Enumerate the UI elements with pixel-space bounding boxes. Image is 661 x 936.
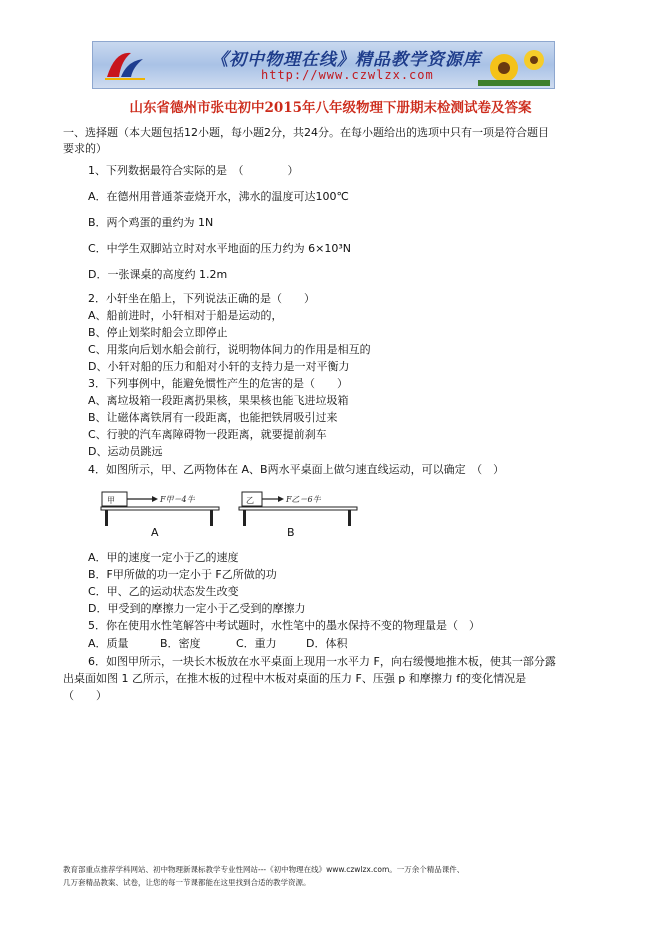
q3-option-c: C、行驶的汽车离障碍物一段距离，就要提前刹车 — [88, 428, 327, 441]
q6-line3: （ ） — [63, 689, 107, 702]
q4-figure-a — [100, 486, 222, 528]
sunflower-icon — [478, 46, 550, 86]
q4-fig-a-force-label: F甲＝4牛 — [160, 495, 195, 504]
q4-fig-a-block-label: 甲 — [107, 496, 115, 505]
banner-url[interactable]: http://www.czwlzx.com — [261, 68, 434, 82]
q5-option-b: B．密度 — [160, 637, 201, 650]
q5-stem: 5．你在使用水性笔解答中考试题时，水性笔中的墨水保持不变的物理量是（ ） — [88, 619, 480, 632]
header-banner — [92, 41, 555, 89]
q4-option-d: D．甲受到的摩擦力一定小于乙受到的摩擦力 — [88, 602, 306, 615]
q5-option-c: C．重力 — [236, 637, 277, 650]
footer-line1: 教育部重点推荐学科网站、初中物理新课标教学专业性网站---《初中物理在线》www.czwlzx.com。一万余个精品课件、 — [63, 865, 465, 874]
q1-option-c: C．中学生双脚站立时对水平地面的压力约为 6×10³N — [88, 242, 352, 255]
q3-option-d: D、运动员跳远 — [88, 445, 163, 458]
q4-option-c: C．甲、乙的运动状态发生改变 — [88, 585, 239, 598]
q3-option-b: B、让磁体离铁屑有一段距离，也能把铁屑吸引过来 — [88, 411, 338, 424]
section-heading-line1: 一、选择题（本大题包括12小题，每小题2分，共24分。在每小题给出的选项中只有一项是符合题目 — [63, 126, 549, 139]
q4-option-a: A．甲的速度一定小于乙的速度 — [88, 551, 239, 564]
q4-fig-b-force-label: F乙＝6牛 — [286, 495, 321, 504]
banner-title: 《初中物理在线》精品教学资源库 — [211, 50, 481, 70]
q2-option-b: B、停止划桨时船会立即停止 — [88, 326, 228, 339]
q4-stem: 4．如图所示，甲、乙两物体在 A、B两水平桌面上做匀速直线运动，可以确定 （ ） — [88, 463, 505, 476]
q4-figure-b — [238, 486, 360, 528]
q1-option-d: D．一张课桌的高度约 1.2m — [88, 268, 228, 281]
q4-fig-b-caption: B — [287, 526, 295, 539]
q5-option-d: D．体积 — [306, 637, 348, 650]
document-title: 山东省德州市张屯初中2015年八年级物理下册期末检测试卷及答案 — [129, 100, 532, 116]
q4-fig-a-caption: A — [151, 526, 159, 539]
q1-option-a: A．在德州用普通茶壶烧开水，沸水的温度可达100℃ — [88, 190, 349, 203]
q4-fig-b-block-label: 乙 — [246, 496, 254, 505]
q1-option-b: B．两个鸡蛋的重约为 1N — [88, 216, 214, 229]
q2-option-a: A、船前进时，小轩相对于船是运动的， — [88, 309, 283, 322]
q2-option-d: D、小轩对船的压力和船对小轩的支持力是一对平衡力 — [88, 360, 350, 373]
footer-line2: 几万套精品教案、试卷，让您的每一节课都能在这里找到合适的教学资源。 — [63, 878, 311, 887]
q6-line1: 6．如图甲所示，一块长木板放在水平桌面上现用一水平力 F，向右缓慢地推木板，使其一部分露 — [88, 655, 556, 668]
q2-stem: 2．小轩坐在船上，下列说法正确的是（ ） — [88, 292, 315, 305]
q6-line2: 出桌面如图 1 乙所示，在推木板的过程中木板对桌面的压力 F、压强 p 和摩擦力 f的变化情况是 — [63, 672, 527, 685]
q5-option-a: A．质量 — [88, 637, 129, 650]
q4-option-b: B．F甲所做的功一定小于 F乙所做的功 — [88, 568, 277, 581]
q3-stem: 3．下列事例中，能避免惯性产生的危害的是（ ） — [88, 377, 348, 390]
q3-option-a: A、离垃圾箱一段距离扔果核，果果核也能飞进垃圾箱 — [88, 394, 349, 407]
q1-stem: 1、下列数据最符合实际的是 （ ） — [88, 164, 299, 177]
site-logo-icon — [101, 47, 149, 83]
section-heading-line2: 要求的） — [63, 142, 107, 155]
q2-option-c: C、用浆向后划水船会前行，说明物体间力的作用是相互的 — [88, 343, 371, 356]
